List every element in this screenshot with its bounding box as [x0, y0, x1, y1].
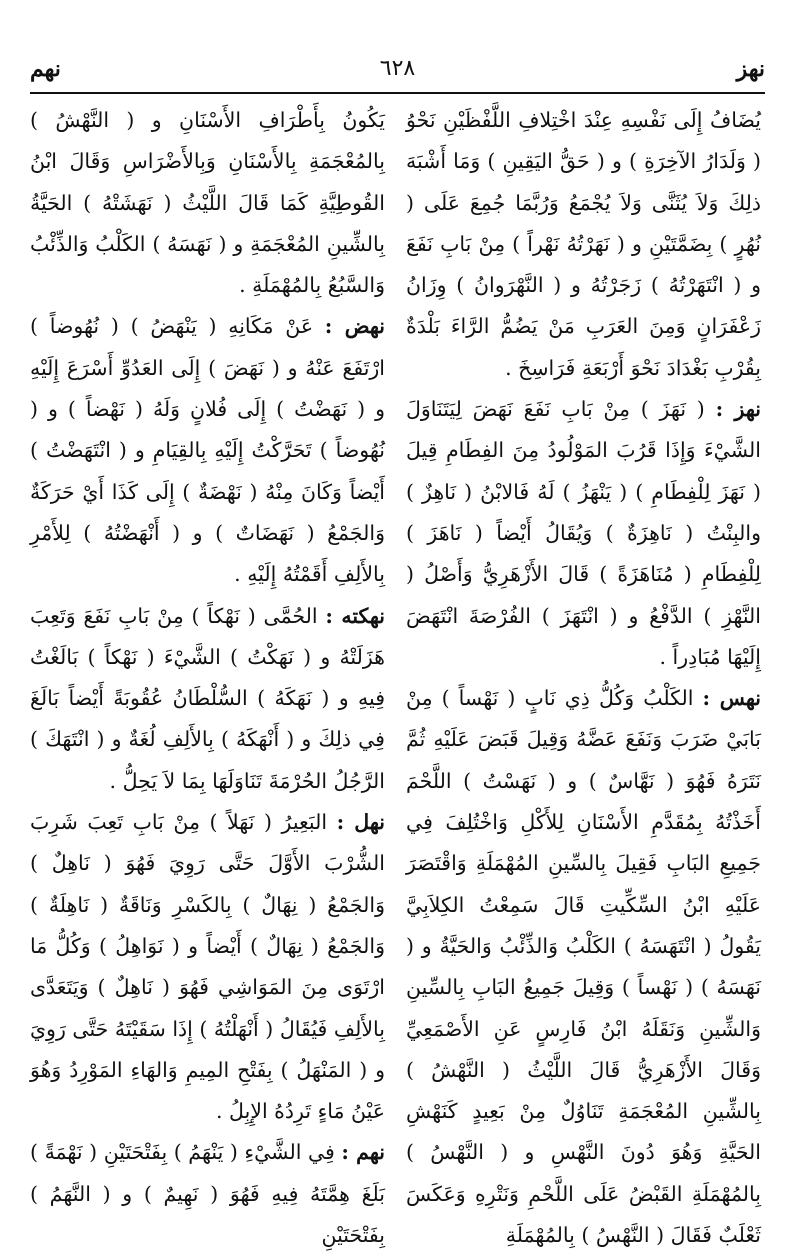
dictionary-entry — [30, 1132, 385, 1256]
header-rule — [30, 92, 765, 94]
entry-text: يُضَافُ إِلَى نَفْسِهِ عِنْدَ اخْتِلافِ اللَّفْظَيْنِ نَحْوُ ( وَلَدَارُ الآخِرَةِ ) و ( حَقُّ اليَقِينِ ) وَمَا أَشْبَهَ ذلِكَ وَلاَ يُثَنَّى وَلاَ يُجْمَعُ وَرُبَّمَا جُمِعَ عَلَى ( نُهُرٍ ) بِضَمَّتَيْنِ و ( نَهَرْتُهُ نَهْراً ) مِنْ بَابِ نَفَعَ و ( انْتَهَرْتُهُ ) زَجَرْتُهُ و ( النَّهْرَوانُ ) وِزَانُ زَعْفَرَانٍ وَمِنَ العَرَبِ مَنْ يَضُمُّ الرَّاءَ بَلْدَةٌ بِقُرْبِ بَغْدَادَ نَحْوَ أَرْبَعَةِ فَرَاسِخَ . — [406, 108, 761, 380]
page-number: ٦٢٨ — [379, 56, 416, 81]
entry-text: البَعِيرُ ( نَهَلاً ) مِنْ بَابِ تَعِبَ شَرِبَ الشُّرْبَ الأَوَّلَ حَتَّى رَوِيَ فَهُوَ ( نَاهِلٌ ) وَالجَمْعُ ( نِهَالٌ ) بِالكَسْرِ وَنَاقَةٌ ( نَاهِلَةٌ ) وَالجَمْعُ ( نِهَالٌ ) أَيْضاً و ( نَوَاهِلُ ) وَكُلُّ مَا ارْتَوَى مِنَ المَوَاشِي فَهُوَ ( نَاهِلٌ ) وَيَتَعَدَّى بِالأَلِفِ فَيُقَالُ ( أَنْهَلْتُهُ ) إِذَا سَقَيْتَهُ حَتَّى رَوِيَ و ( المَنْهَلُ ) بِفَتْحِ المِيمِ وَالهَاءِ المَوْرِدُ وَهُوَ عَيْنُ مَاءٍ تَرِدُهُ الإِبِلُ . — [30, 810, 385, 1124]
header-left-word: نهم — [30, 56, 61, 82]
page-header — [30, 52, 765, 88]
dictionary-entry — [30, 802, 385, 1132]
entry-headword: نهس : — [702, 686, 761, 711]
dictionary-entry — [406, 389, 761, 678]
entry-headword: نهز : — [715, 397, 762, 422]
entry-text: فِي الشَّيْءِ ( يَنْهَمُ ) بِفَتْحَتَيْنِ ( نَهْمَةً ) بَلَغَ هِمَّتَهُ فِيهِ فَهُوَ ( نَهِيمٌ ) و ( النَّهَمُ ) بِفَتْحَتَيْنِ — [30, 1140, 385, 1248]
entry-text: الكَلْبُ وَكُلُّ ذِي نَابٍ ( نَهْساً ) مِنْ بَابَيْ ضَرَبَ وَنَفَعَ عَضَّهُ وَقِيلَ قَبَضَ عَلَيْهِ ثُمَّ نَتَرَهُ فَهُوَ ( نَهَّاسٌ ) و ( نَهَسْتُ ) اللَّحْمَ أَخَذْتُهُ بِمُقَدَّمِ الأَسْنَانِ لِلأَكْلِ وَاخْتُلِفَ فِي جَمِيعِ البَابِ فَقِيلَ بِالسِّينِ المُهْمَلَةِ وَاقْتَصَرَ عَلَيْهِ ابْنُ السِّكِّيتِ قَالَ سَمِعْتُ الكِلاَبِيَّ يَقُولُ ( انْتَهَسَهُ ) الكَلْبُ وَالذِّئْبُ وَالحَيَّةُ و ( نَهَسَهُ ) ( نَهْساً ) وَقِيلَ جَمِيعُ البَابِ بِالسِّينِ وَالشِّينِ وَنَقَلَهُ ابْنُ فَارِسٍ عَنِ الأَصْمَعِيِّ وَقَالَ الأَزْهَرِيُّ قَالَ اللَّيْثُ ( النَّهْشُ ) بِالشِّينِ المُعْجَمَةِ تَنَاوُلٌ مِنْ بَعِيدٍ كَنَهْشِ الحَيَّةِ وَهُوَ دُونَ النَّهْسِ و ( النَّهْسُ ) بِالمُهْمَلَةِ القَبْضُ عَلَى اللَّحْمِ وَنَتْرِهِ وَعَكَسَ ثَعْلَبٌ فَقَالَ ( النَّهْسُ ) بِالمُهْمَلَةِ — [406, 686, 761, 1248]
entry-text: يَكُونُ بِأَطْرَافِ الأَسْنَانِ و ( النَّهْشُ ) بِالمُعْجَمَةِ بِالأَسْنَانِ وَبِالأَضْرَاسِ وَقَالَ ابْنُ القُوطِيَّةِ كَمَا قَالَ اللَّيْثُ ( نَهَشَتْهُ ) الحَيَّةُ بِالشِّينِ المُعْجَمَةِ و ( نَهَسَهُ ) الكَلْبُ وَالذِّئْبُ وَالسَّبُعُ بِالمُهْمَلَةِ . — [30, 108, 385, 298]
entry-text: ( نَهَزَ ) مِنْ بَابِ نَفَعَ نَهَضَ لِيَتَنَاوَلَ الشَّيْءَ وَإِذَا قَرُبَ المَوْلُودُ مِنَ الفِطَامِ قِيلَ ( نَهَزَ لِلْفِطَامِ ) ( يَنْهَزُ ) لَهُ فَالابْنُ ( نَاهِزٌ ) والبِنْتُ ( نَاهِزَةٌ ) وَيُقَالُ أَيْضاً ( نَاهَزَ ) لِلْفِطَامِ ( مُنَاهَزَةً ) قَالَ الأَزْهَرِيُّ وَأَصْلُ ( النَّهْزِ ) الدَّفْعُ و ( انْتَهَزَ ) الفُرْصَةَ انْتَهَضَ إِلَيْهَا مُبَادِراً . — [406, 397, 761, 669]
left-column — [30, 100, 385, 1256]
dictionary-entry — [30, 596, 385, 802]
entry-text: عَنْ مَكَانِهِ ( يَنْهَضُ ) ( نُهُوضاً ) ارْتَفَعَ عَنْهُ و ( نَهَضَ ) إِلَى العَدُوِّ أَسْرَعَ إِلَيْهِ و ( نَهَضْتُ ) إِلَى فُلانٍ وَلَهُ ( نَهْضاً ) و ( نُهُوضاً ) تَحَرَّكْتُ إِلَيْهِ بِالقِيَامِ و ( انْتَهَضْتُ ) أَيْضاً وَكَانَ مِنْهُ ( نَهْضَةٌ ) إِلَى كَذَا أَيْ حَرَكَةٌ وَالجَمْعُ ( نَهَضَاتٌ ) و ( أَنْهَضْتُهُ ) لِلأَمْرِ بِالأَلِفِ أَقَمْتُهُ إِلَيْهِ . — [30, 314, 385, 587]
header-right-word: نهز — [736, 56, 765, 82]
entry-headword: نهم : — [341, 1140, 385, 1165]
entry-headword: نهض : — [324, 314, 385, 339]
entry-headword: نهل : — [336, 810, 385, 835]
dictionary-entry — [30, 100, 385, 306]
right-column — [406, 100, 761, 1256]
entry-text: الحُمَّى ( نَهْكاً ) مِنْ بَابِ نَفَعَ وَتَعِبَ هَزَلَتْهُ و ( نَهَكْتُ ) الشَّيْءَ ( نَهْكاً ) بَالَغْتُ فِيهِ و ( نَهَكَهُ ) السُّلْطَانُ عُقُوبَةً أَيْضاً بَالَغَ فِي ذلِكَ و ( أَنْهَكَهُ ) بِالأَلِفِ لُغَةٌ و ( انْتَهَكَ ) الرَّجُلُ الحُرْمَةَ تَنَاوَلَهَا بِمَا لاَ يَحِلُّ . — [30, 603, 385, 793]
dictionary-entry — [406, 678, 761, 1256]
dictionary-entry — [30, 306, 385, 595]
entry-headword: نهكته : — [325, 603, 385, 628]
dictionary-entry — [406, 100, 761, 389]
